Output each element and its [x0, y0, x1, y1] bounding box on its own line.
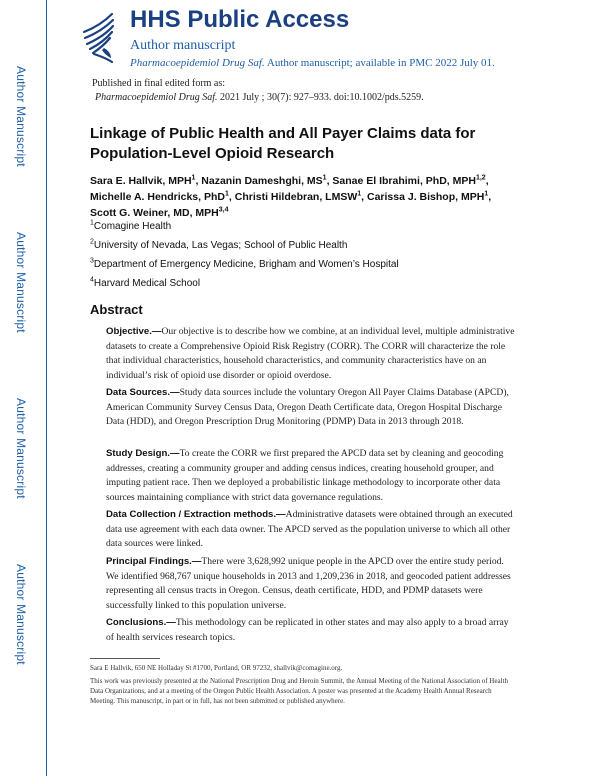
affiliation: $^1$Comagine Health [90, 219, 172, 232]
hhs-title: HHS Public Access [130, 6, 350, 33]
sidebar-label: Author Manuscript [14, 232, 28, 333]
sidebar-label: Author Manuscript [14, 564, 28, 665]
author: Nazanin Dameshghi, $MS^1$, [201, 174, 333, 187]
footnote-rule [90, 658, 160, 659]
sidebar-label: Author Manuscript [14, 66, 28, 167]
correspondence-footnote: Sara E Hallvik, 650 NE Holladay St #1700, Portland, OR 97232, shallvik@comagine.org. [90, 664, 343, 672]
affiliation: $^4$Harvard Medical School [90, 276, 201, 289]
author: Michelle A. Hendricks, PhD$^1$, [90, 190, 235, 203]
citation-details: 2021 July ; 30(7): 927–933. doi:10.1002/pds.5259. [217, 92, 424, 103]
abstract-section-objective: Objective.—Our objective is to describe how we combine, at an individual level, multiple administrative datasets to create a Comprehensive Opioid Risk Registry (CORR). The CORR will characterize the role that individual characteristics, household characteristics, and community characteristics have on an individual’s risk of opioid use disorder or opioid overdose. [106, 326, 515, 381]
hhs-eagle-logo-icon [78, 8, 120, 66]
abstract-heading: Abstract [90, 302, 143, 317]
author: Scott G. Weiner, MD, MPH$^{3,4}$ [90, 206, 229, 219]
author: Sara E. Hallvik, MPH$^1$, [90, 174, 202, 187]
sidebar [0, 0, 46, 776]
author: Sanae El Ibrahimi, PhD, MPH$^{1,2}$, [332, 174, 489, 187]
author: Carissa J. Bishop, MPH$^1$, [367, 190, 492, 203]
citation-journal: Pharmacoepidemiol Drug Saf. [95, 92, 218, 103]
sidebar-label: Author Manuscript [14, 398, 28, 499]
affiliation: $^2$University of Nevada, Las Vegas; School of Public Health [90, 238, 348, 251]
availability-line [130, 57, 495, 69]
journal-name: Pharmacoepidemiol Drug Saf. [130, 57, 265, 69]
publication-info [92, 77, 424, 105]
published-label: Published in final edited form as: [92, 78, 226, 89]
citation [92, 91, 424, 105]
author-list [90, 173, 520, 221]
sidebar-divider [46, 0, 47, 776]
availability-text: Author manuscript; available in PMC 2022 July 01. [264, 57, 495, 69]
presentation-footnote: This work was previously presented at the National Prescription Drug and Heroin Summit, the Annual Meeting of the National Association of Health Data Organizations, and at a meeting of the Oregon Public Health Association. A poster was presented at the Academy Health Annual Research Meeting. This manuscript, in part or in full, has not been submitted or published anywhere. [90, 677, 508, 705]
abstract-section-data-sources: Data Sources.—Study data sources include the voluntary Oregon All Payer Claims Database (APCD), American Community Survey Census Data, Oregon Death Certificate data, Oregon Hospital Discharge Data (HDD), and Oregon Prescription Drug Monitoring (PDMP) Data in 2013 through 2018. [106, 387, 509, 427]
manuscript-label: Author manuscript [130, 38, 236, 53]
abstract-section-data-collection: Data Collection / Extraction methods.—Administrative datasets were obtained through an executed data use agreement with each data owner. The APCD served as the population universe to which all other data sources were linked. [106, 509, 513, 549]
abstract-section-principal-findings: Principal Findings.—There were 3,628,992 unique people in the APCD over the entire study period. We identified 968,767 unique households in 2013 and 1,209,236 in 2018, and geocoded patient addresses representing all census tracts in Oregon. Census, death certificate, HDD, and PDMP datasets were successfully linked to this population universe. [106, 556, 511, 611]
article-title: Linkage of Public Health and All Payer Claims data for Population-Level Opioid Research [90, 125, 476, 162]
affiliation: $^3$Department of Emergency Medicine, Brigham and Women’s Hospital [90, 257, 399, 270]
abstract-section-conclusions: Conclusions.—This methodology can be replicated in other states and may also apply to a broad array of health services research topics. [106, 617, 509, 643]
hhs-header [78, 6, 588, 72]
author: Christi Hildebran, LMSW$^1$, [234, 190, 367, 203]
abstract-section-study-design: Study Design.—To create the CORR we first prepared the APCD data set by cleaning and geocoding addresses, creating a community grouper and adding census indices, creating household grouper, and imputing patient race. Then we deployed a probabilistic linkage methodology to incorporate other data sources maintaining compliance with strict data governance regulations. [106, 448, 504, 503]
